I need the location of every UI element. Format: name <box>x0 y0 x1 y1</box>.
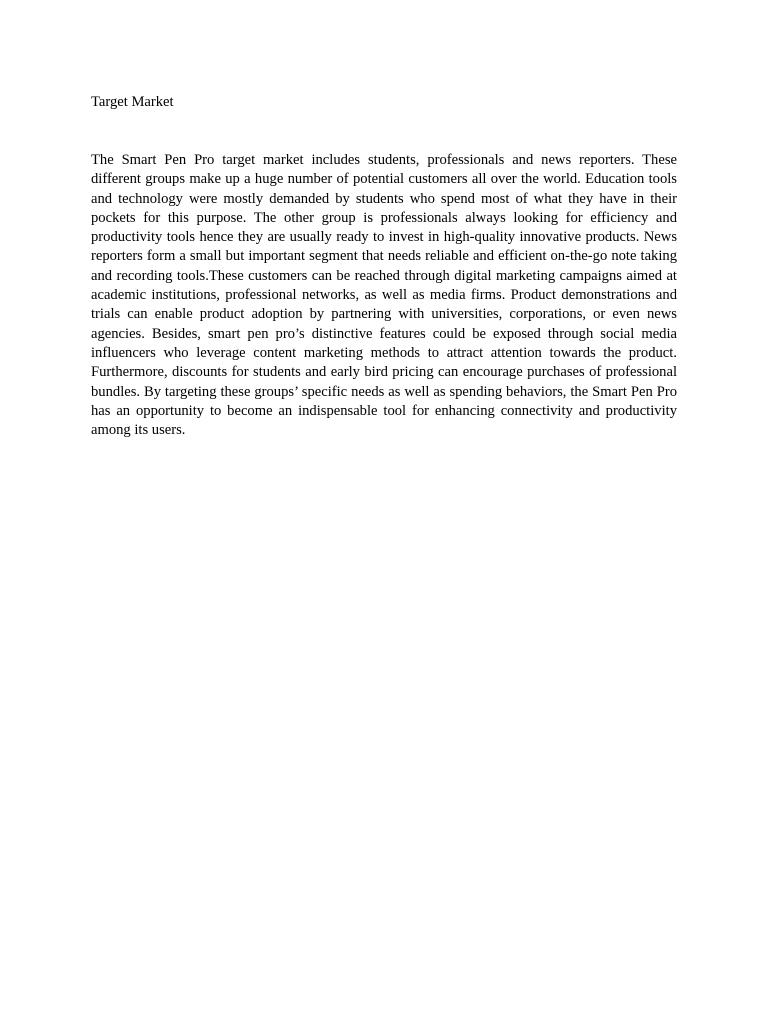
body-paragraph: The Smart Pen Pro target market includes students, professionals and news reporters. These different groups make up a huge number of potential customers all over the world. Education tools and technology were mostly demanded by students who spend most of what they have in their pockets for this purpose. The other group is professionals always looking for efficiency and productivity tools hence they are usually ready to invest in high-quality innovative products. News reporters form a small but important segment that needs reliable and efficient on-the-go note taking and recording tools.These customers can be reached through digital marketing campaigns aimed at academic institutions, professional networks, as well as media firms. Product demonstrations and trials can enable product adoption by partnering with universities, corporations, or even news agencies. Besides, smart pen pro’s distinctive features could be exposed through social media influencers who leverage content marketing methods to attract attention towards the product. Furthermore, discounts for students and early bird pricing can encourage purchases of professional bundles. By targeting these groups’ specific needs as well as spending behaviors, the Smart Pen Pro has an opportunity to become an indispensable tool for enhancing connectivity and productivity among its users. <box>91 152 677 439</box>
section-heading: Target Market <box>91 94 174 110</box>
